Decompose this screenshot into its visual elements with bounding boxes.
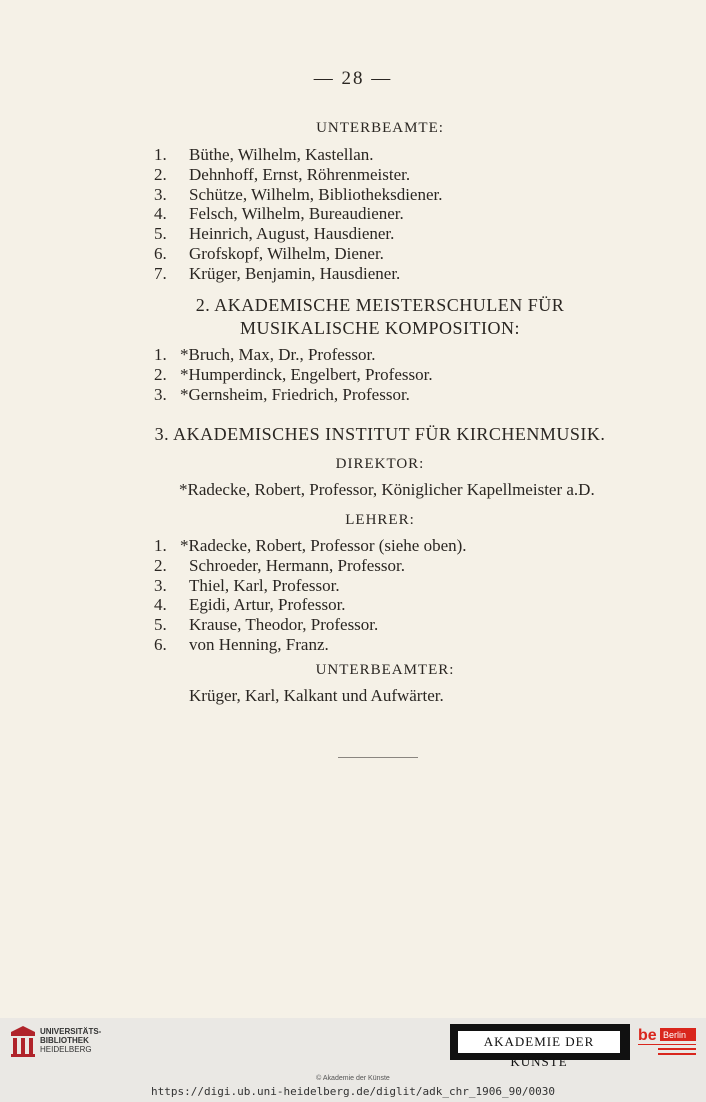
item-number: 7. [154,263,167,283]
item-text: Heinrich, August, Hausdiener. [189,224,395,244]
direktor-heading: DIREKTOR: [335,456,425,472]
item-number: 5. [154,615,167,635]
item-text: Egidi, Artur, Professor. [189,595,346,615]
item-text: *Gernsheim, Friedrich, Professor. [180,384,410,404]
unterbeamter-name: Krüger, Karl, Kalkant und Aufwärter. [189,686,444,705]
unterbeamter-heading: UNTERBEAMTER: [315,662,455,678]
item-text: *Radecke, Robert, Professor (siehe oben). [180,536,467,555]
item-number: 3. [154,575,167,595]
akademie-logo[interactable] [450,1024,630,1069]
direktor-name: *Radecke, Robert, Professor, Königlicher Kapellmeister a.D. [179,480,595,499]
item-number: 2. [154,164,167,184]
item-number: 3. [154,184,167,204]
end-rule [338,757,418,758]
svg-text:Berlin: Berlin [663,1030,687,1040]
item-text: Grofskopf, Wilhelm, Diener. [189,243,384,263]
item-text: *Bruch, Max, Dr., Professor. [180,345,376,364]
university-library-logo-icon[interactable] [8,1024,38,1058]
section2-title-line1: 2. AKADEMISCHE MEISTERSCHULEN FÜR [195,295,565,315]
be-berlin-logo-icon[interactable] [638,1024,698,1060]
item-number: 3. [154,384,167,404]
page-url[interactable]: https://digi.ub.uni-heidelberg.de/diglit/adk_chr_1906_90/0030 [151,1085,555,1098]
item-number: 1. [154,145,167,164]
svg-text:be: be [638,1027,657,1044]
copyright-notice: © Akademie der Künste [316,1075,390,1082]
item-number: 6. [154,243,167,263]
item-text: Krüger, Benjamin, Hausdiener. [189,263,401,283]
item-text: Schütze, Wilhelm, Bibliotheksdiener. [189,184,443,204]
section3-title: 3. AKADEMISCHES INSTITUT FÜR KIRCHENMUSIK. [154,424,606,444]
item-number: 6. [154,634,167,654]
item-text: Dehnhoff, Ernst, Röhrenmeister. [189,164,411,184]
item-number: 1. [154,536,167,555]
item-number: 4. [154,595,167,615]
item-text: Büthe, Wilhelm, Kastellan. [189,145,374,164]
item-number: 2. [154,364,167,384]
university-library-label[interactable]: UNIVERSITÄTS- BIBLIOTHEK HEIDELBERG [40,1027,102,1054]
section2-title-line2: MUSIKALISCHE KOMPOSITION: [239,318,520,338]
item-text: *Humperdinck, Engelbert, Professor. [180,364,433,384]
item-text: von Henning, Franz. [189,634,329,654]
page-number: — 28 — [313,68,393,89]
item-number: 2. [154,555,167,575]
akademie-logo-label: AKADEMIE DER KÜNSTE [458,1031,620,1053]
item-text: Krause, Theodor, Professor. [189,615,379,635]
item-number: 4. [154,204,167,224]
item-number: 1. [154,345,167,364]
lehrer-heading: LEHRER: [345,512,415,528]
item-number: 5. [154,224,167,244]
unterbeamte-heading: UNTERBEAMTE: [316,120,444,136]
item-text: Felsch, Wilhelm, Bureaudiener. [189,204,404,224]
item-text: Schroeder, Hermann, Professor. [189,555,406,575]
item-text: Thiel, Karl, Professor. [189,575,340,595]
